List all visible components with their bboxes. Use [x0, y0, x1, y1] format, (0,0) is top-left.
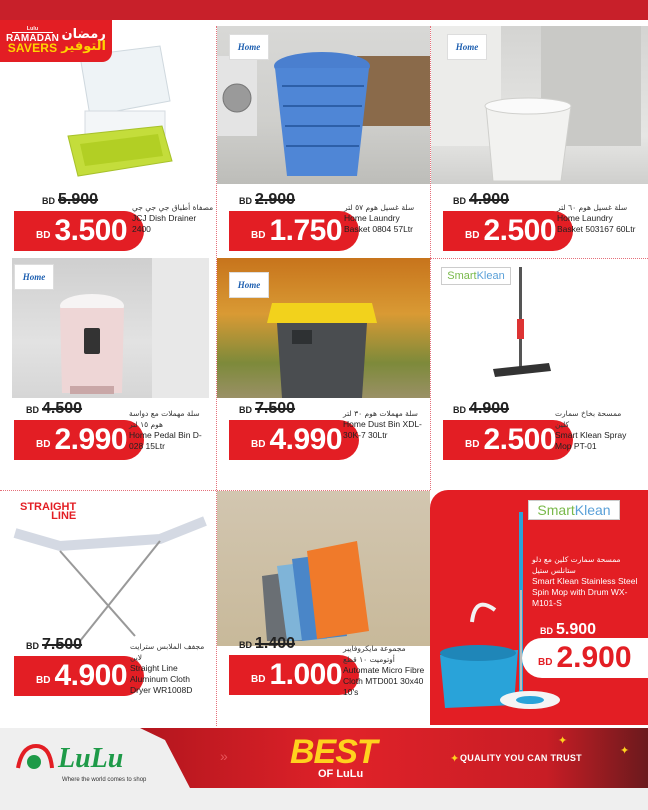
badge-english — [6, 27, 59, 55]
product-description — [129, 408, 211, 452]
best-heading: BEST — [290, 733, 377, 771]
sale-price-tag: BD 3.500 — [14, 211, 144, 251]
product-card-spin-mop-featured[interactable] — [430, 490, 648, 725]
product-description — [344, 202, 426, 235]
old-price: BD 7.500 — [239, 400, 296, 417]
product-name-en: Automate Micro Fibre Cloth MTD001 30x40 10's — [343, 665, 425, 697]
old-price: BD 4.900 — [453, 191, 510, 208]
badge-ar-line2: التوفير — [61, 39, 106, 54]
product-name-en: Home Laundry Basket 0804 57Ltr — [344, 213, 413, 234]
brand-logo-smartklean: Smart Klean — [441, 267, 511, 285]
product-description — [132, 202, 214, 235]
product-name-en: Smart Klean Spray Mop PT-01 — [555, 430, 627, 451]
product-name-en: Home Pedal Bin D-028 15Ltr — [129, 430, 202, 451]
old-price: BD 4.900 — [453, 400, 510, 417]
sale-price-tag: BD 4.990 — [229, 420, 359, 460]
footer-banner — [0, 728, 648, 810]
product-name-ar: ممسحة سمارت كلين مع دلو ستانلس ستيل — [532, 555, 621, 575]
brand-logo-home: Home — [14, 264, 54, 290]
sale-price-tag: BD 4.900 — [14, 656, 144, 696]
product-name-en: Straight Line Aluminum Cloth Dryer WR1008D — [130, 663, 193, 695]
top-strip — [0, 0, 648, 20]
sale-price-tag: BD 2.500 — [443, 420, 573, 460]
brand-logo-straight-line: STRAIGHT LINE — [20, 501, 77, 522]
old-price: BD 7.500 — [26, 636, 83, 653]
ramadan-savers-badge — [0, 20, 112, 62]
product-description — [343, 643, 425, 698]
product-image — [431, 259, 648, 399]
old-price: BD 4.500 — [26, 400, 83, 417]
chevron-arrows-icon: » — [220, 748, 228, 764]
badge-line1: RAMADAN — [6, 32, 60, 44]
product-name-ar: سلة غسيل هوم ٦٠ لتر — [557, 203, 628, 212]
product-name-en: Smart Klean Stainless Steel Spin Mop with Drum WX-M101-S — [532, 576, 638, 608]
of-lulu-subheading: OF LuLu — [318, 768, 364, 780]
product-name-en: Home Laundry Basket 503167 60Ltr — [557, 213, 636, 234]
old-price: BD 1.400 — [239, 635, 296, 652]
product-image — [12, 258, 209, 398]
product-description — [557, 202, 639, 235]
sale-price-tag: BD 2.900 — [522, 638, 648, 678]
product-description — [130, 641, 212, 696]
sale-price-tag: BD 1.750 — [229, 211, 359, 251]
product-card-pedal-bin[interactable] — [0, 258, 216, 490]
product-description — [532, 554, 644, 609]
product-name-ar: ممسحة بخاخ سمارت كلين — [555, 409, 622, 429]
microfibre-cloth-image — [217, 491, 430, 646]
product-card-laundry-basket-57[interactable] — [217, 26, 430, 258]
product-image — [217, 258, 430, 398]
old-price: BD 5.900 — [42, 191, 99, 208]
product-card-dust-bin[interactable] — [217, 258, 430, 490]
product-card-microfibre-cloth[interactable] — [217, 491, 430, 726]
brand-logo-smartklean: Smart Klean — [528, 500, 620, 520]
quality-slogan: QUALITY YOU CAN TRUST — [460, 753, 582, 763]
brand-logo-home: Home — [229, 272, 269, 298]
lulu-logo[interactable] — [14, 742, 123, 772]
sparkle-icon: ✦ — [620, 745, 630, 757]
product-name-ar: مجموعة مايكروفايبر أوتوميت ١٠ قطع — [343, 644, 406, 664]
badge-ar-line1: رمضان — [61, 26, 106, 42]
product-image — [217, 26, 430, 184]
product-name-ar: سلة غسيل هوم ٥٧ لتر — [344, 203, 415, 212]
lulu-tagline: Where the world comes to shop — [62, 777, 147, 783]
product-image — [431, 26, 648, 184]
product-image — [217, 491, 430, 646]
brand-logo-home: Home — [229, 34, 269, 60]
sale-price-tag: BD 2.500 — [443, 211, 573, 251]
product-description — [343, 408, 425, 441]
sparkle-icon: ✦ — [558, 735, 568, 747]
product-name-ar: سلة مهملات مع دواسة هوم ١٥ لتر — [129, 409, 200, 429]
lulu-logo-text: LuLu — [58, 743, 124, 774]
badge-small-text: Lulu — [12, 27, 53, 33]
old-price: BD 2.900 — [239, 191, 296, 208]
product-card-spray-mop[interactable] — [431, 259, 648, 490]
product-name-ar: مجفف الملابس سترايت لاين — [130, 642, 205, 662]
product-card-cloth-dryer[interactable] — [0, 491, 216, 726]
product-name-en: JCJ Dish Drainer 2400 — [132, 213, 197, 234]
old-price: BD 5.900 — [540, 621, 597, 638]
badge-arabic — [61, 26, 106, 54]
brand-logo-home: Home — [447, 34, 487, 60]
product-card-laundry-basket-60[interactable] — [431, 26, 648, 258]
badge-line2: SAVERS — [7, 41, 58, 56]
product-image — [0, 491, 216, 646]
sale-price-tag: BD 2.990 — [14, 420, 144, 460]
lulu-logo-icon — [14, 742, 54, 772]
product-name-ar: سلة مهملات هوم ٣٠ لتر — [343, 409, 418, 418]
product-name-ar: مصفاة أطباق جي جي جي — [132, 203, 214, 212]
product-name-en: Home Dust Bin XDL-30K-7 30Ltr — [343, 419, 422, 440]
product-description — [555, 408, 637, 452]
sale-price-tag: BD 1.000 — [229, 655, 359, 695]
sparkle-icon: ✦ — [450, 753, 460, 765]
